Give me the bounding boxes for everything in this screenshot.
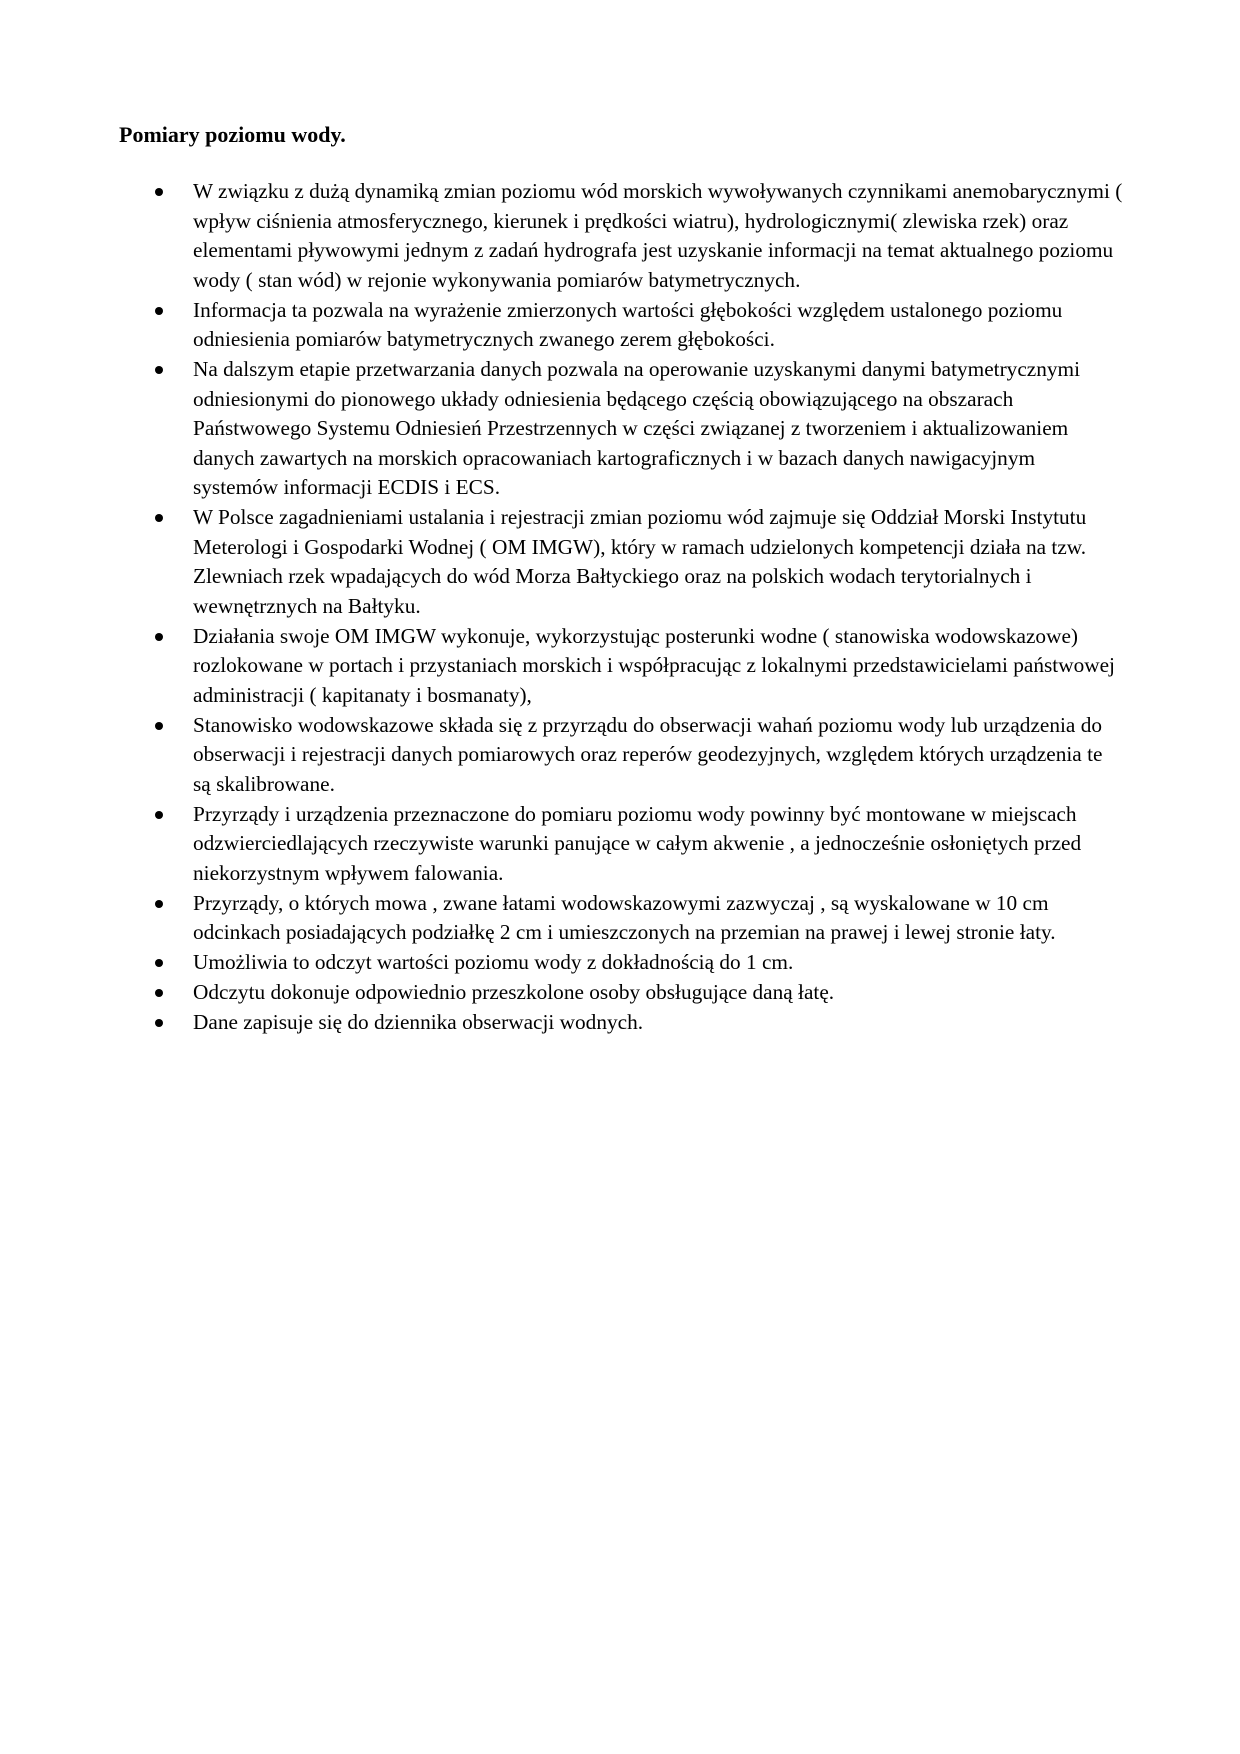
- bullet-dot-icon: [155, 811, 163, 819]
- bullet-text: Stanowisko wodowskazowe składa się z przyrządu do obserwacji wahań poziomu wody lub urządzenia do obserwacji i rejestracji danych pomiarowych oraz reperów geodezyjnych, względem których urządzenia te są skalibrowane.: [193, 712, 1103, 796]
- bullet-item: [193, 1008, 1125, 1038]
- bullet-item: [193, 296, 1125, 355]
- bullet-text: Dane zapisuje się do dziennika obserwacji wodnych.: [193, 1010, 644, 1034]
- bullet-dot-icon: [155, 900, 163, 908]
- bullet-text: Przyrządy, o których mowa , zwane łatami wodowskazowymi zazwyczaj , są wyskalowane w 10 cm odcinkach posiadających podziałkę 2 cm i umieszczonych na przemian na prawej i lewej stronie łaty.: [193, 890, 1056, 944]
- bullet-item: [193, 622, 1125, 711]
- bullet-dot-icon: [155, 1019, 163, 1027]
- bullet-item: [193, 800, 1125, 889]
- bullet-text: W związku z dużą dynamiką zmian poziomu wód morskich wywoływanych czynnikami anemobarycznymi ( wpływ ciśnienia atmosferycznego, kierunek i prędkości wiatru), hydrologicznymi( zlewiska rzek) oraz elementami pływowymi jednym z zadań hydrografa jest uzyskanie informacji na temat aktualnego poziomu wody ( stan wód) w rejonie wykonywania pomiarów batymetrycznych.: [193, 179, 1123, 292]
- bullet-dot-icon: [155, 514, 163, 522]
- bullet-dot-icon: [155, 989, 163, 997]
- document-title: Pomiary poziomu wody.: [119, 122, 346, 147]
- bullet-item: [193, 948, 1125, 978]
- bullet-text: W Polsce zagadnieniami ustalania i rejestracji zmian poziomu wód zajmuje się Oddział Morski Instytutu Meterologi i Gospodarki Wodnej ( OM IMGW), który w ramach udzielonych kompetencji działa na tzw. Zlewniach rzek wpadających do wód Morza Bałtyckiego oraz na polskich wodach terytorialnych i wewnętrznych na Bałtyku.: [193, 505, 1087, 618]
- bullet-text: Przyrządy i urządzenia przeznaczone do pomiaru poziomu wody powinny być montowane w miejscach odzwierciedlających rzeczywiste warunki panujące w całym akwenie , a jednocześnie osłoniętych przed niekorzystnym wpływem falowania.: [193, 801, 1082, 885]
- bullet-text: Działania swoje OM IMGW wykonuje, wykorzystując posterunki wodne ( stanowiska wodowskazowe) rozlokowane w portach i przystaniach morskich i współpracując z lokalnymi przedstawicielami państwowej administracji ( kapitanaty i bosmanaty),: [193, 623, 1115, 707]
- bullet-text: Informacja ta pozwala na wyrażenie zmierzonych wartości głębokości względem ustalonego poziomu odniesienia pomiarów batymetrycznych zwanego zerem głębokości.: [193, 297, 1063, 351]
- bullet-item: [193, 711, 1125, 800]
- bullet-item: [193, 889, 1125, 948]
- bullet-dot-icon: [155, 188, 163, 196]
- bullet-text: Odczytu dokonuje odpowiednio przeszkolone osoby obsługujące daną łatę.: [193, 980, 835, 1004]
- bullet-dot-icon: [155, 366, 163, 374]
- bullet-dot-icon: [155, 722, 163, 730]
- bullet-item: [193, 177, 1125, 295]
- bullet-dot-icon: [155, 307, 163, 315]
- bullet-dot-icon: [155, 633, 163, 641]
- bullet-list: [193, 177, 1125, 1038]
- bullet-text: Na dalszym etapie przetwarzania danych pozwala na operowanie uzyskanymi danymi batymetrycznymi odniesionymi do pionowego układy odniesienia będącego częścią obowiązującego na obszarach Państwowego Systemu Odniesień Przestrzennych w części związanej z tworzeniem i aktualizowaniem danych zawartych na morskich opracowaniach kartograficznych i w bazach danych nawigacyjnym systemów informacji ECDIS i ECS.: [193, 357, 1081, 499]
- bullet-item: [193, 978, 1125, 1008]
- bullet-text: Umożliwia to odczyt wartości poziomu wody z dokładnością do 1 cm.: [193, 950, 794, 974]
- bullet-dot-icon: [155, 959, 163, 967]
- bullet-item: [193, 355, 1125, 503]
- bullet-item: [193, 503, 1125, 621]
